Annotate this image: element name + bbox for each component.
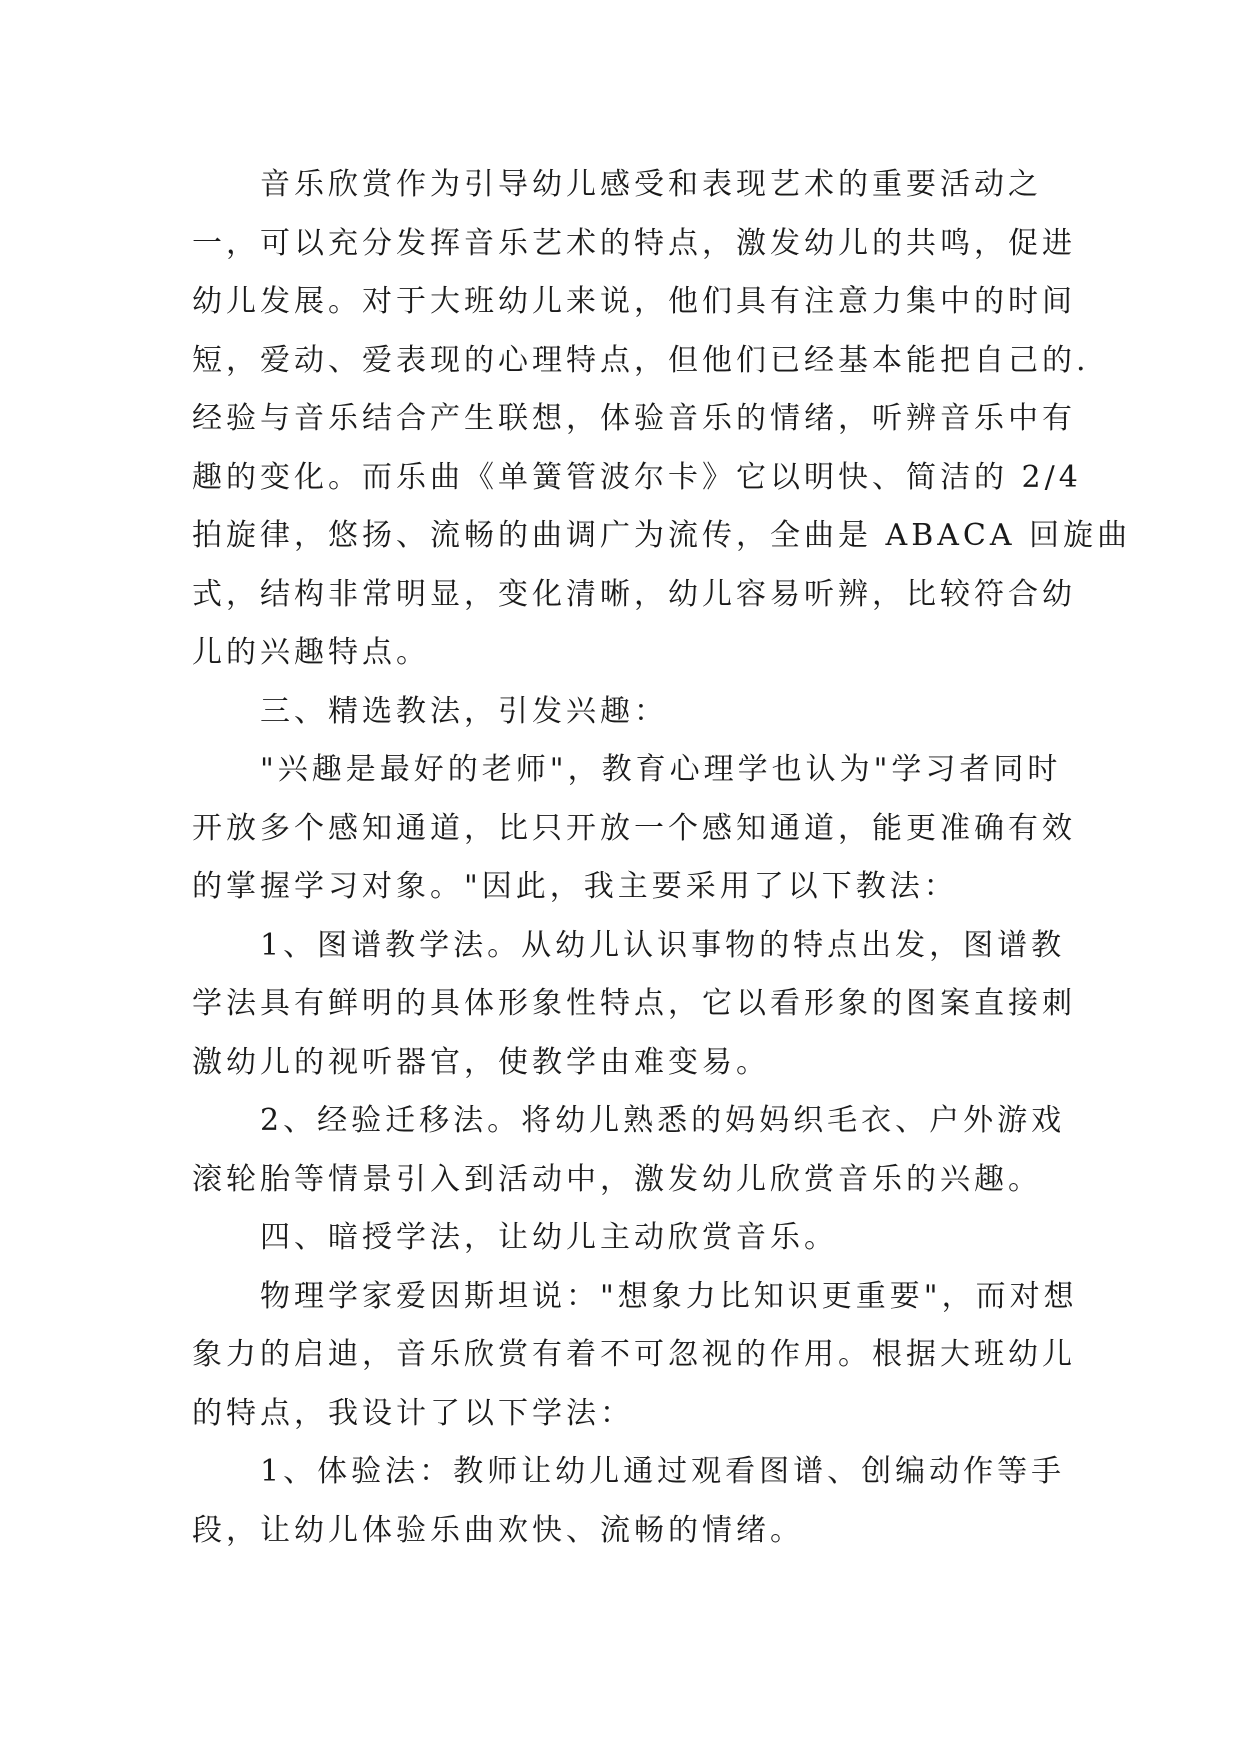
text-line: 儿的兴趣特点。 xyxy=(192,635,430,670)
text-line: 物理学家爱因斯坦说："想象力比知识更重要"，而对想 xyxy=(260,1278,1078,1314)
text-line: 趣的变化。而乐曲《单簧管波尔卡》它以明快、简洁的 2/4 xyxy=(192,459,1082,495)
text-line: 式，结构非常明显，变化清晰，幼儿容易听辨，比较符合幼 xyxy=(192,576,1076,612)
text-line: 音乐欣赏作为引导幼儿感受和表现艺术的重要活动之 xyxy=(260,167,1042,202)
text-line: 激幼儿的视听器官，使教学由难变易。 xyxy=(192,1044,770,1080)
text-line: "兴趣是最好的老师"，教育心理学也认为"学习者同时 xyxy=(260,752,1062,787)
text-line: 的特点，我设计了以下学法： xyxy=(192,1395,634,1431)
text-line: 学法具有鲜明的具体形象性特点，它以看形象的图案直接刺 xyxy=(192,986,1076,1021)
text-line: 经验与音乐结合产生联想，体验音乐的情绪，听辨音乐中有 xyxy=(192,401,1076,436)
text-line: 2、经验迁移法。将幼儿熟悉的妈妈织毛衣、户外游戏 xyxy=(260,1103,1066,1138)
text-line: 拍旋律，悠扬、流畅的曲调广为流传，全曲是 ABACA 回旋曲 xyxy=(192,518,1132,553)
text-line: 1、图谱教学法。从幼儿认识事物的特点出发，图谱教 xyxy=(260,927,1066,963)
section-heading: 三、精选教法，引发兴趣： xyxy=(260,693,668,729)
text-line: 滚轮胎等情景引入到活动中，激发幼儿欣赏音乐的兴趣。 xyxy=(192,1161,1042,1197)
text-line: 幼儿发展。对于大班幼儿来说，他们具有注意力集中的时间 xyxy=(192,284,1076,319)
text-line: 短，爱动、爱表现的心理特点，但他们已经基本能把自己的. xyxy=(192,342,1090,378)
text-line: 象力的启迪，音乐欣赏有着不可忽视的作用。根据大班幼儿 xyxy=(192,1337,1076,1372)
text-line: 的掌握学习对象。"因此，我主要采用了以下教法： xyxy=(192,869,958,904)
text-line: 1、体验法：教师让幼儿通过观看图谱、创编动作等手 xyxy=(260,1454,1066,1489)
section-heading: 四、暗授学法，让幼儿主动欣赏音乐。 xyxy=(260,1220,838,1255)
text-line: 开放多个感知通道，比只开放一个感知通道，能更准确有效 xyxy=(192,810,1076,846)
document-body xyxy=(192,156,1132,1560)
text-line: 段，让幼儿体验乐曲欢快、流畅的情绪。 xyxy=(192,1512,804,1548)
text-line: 一，可以充分发挥音乐艺术的特点，激发幼儿的共鸣，促进 xyxy=(192,225,1076,261)
